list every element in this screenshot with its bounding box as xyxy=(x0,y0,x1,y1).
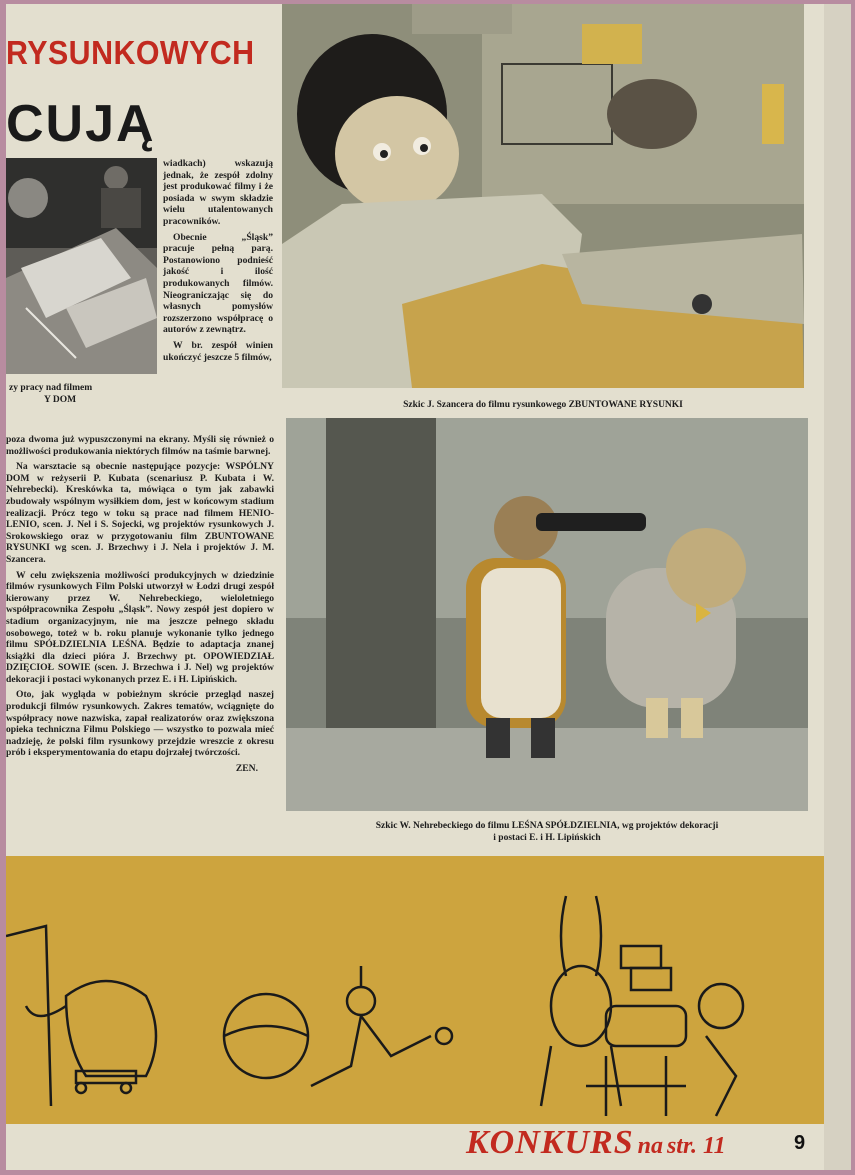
article-paragraph: wiadkach) wskazują jednak, że zespół zdolny jest produkować filmy i że posiada w swym składzie wielu utalentowanych pracowników. xyxy=(163,158,273,227)
konkurs-word: KONKURS xyxy=(466,1124,634,1161)
magazine-page xyxy=(6,4,824,1170)
illustration-2-caption-line-1: Szkic W. Nehrebeckiego do filmu LEŚNA SPÓŁDZIELNIA, wg projektów dekoracji xyxy=(375,821,719,831)
illustration-1-caption: Szkic J. Szancera do filmu rysunkowego ZBUNTOWANE RYSUNKI xyxy=(403,400,683,410)
toy-drawings-band xyxy=(6,856,824,1124)
illustration-2-caption-line-2: i postaci E. i H. Lipińskich xyxy=(493,833,601,843)
photo-caption xyxy=(6,382,166,406)
article-paragraph: Obecnie „Śląsk” pracuje pełną parą. Postanowiono podnieść jakość i ilość produkowanych filmów. Nieograniczając się do własnych pomysłów rozszerzono współpracę o autorów z zewnątrz. xyxy=(163,231,273,336)
illustration-boy-in-bed xyxy=(282,4,804,388)
article-paragraph: Na warsztacie są obecnie następujące pozycje: WSPÓLNY DOM w reżyserii P. Kubata (scenariusz P. Kubata i W. Nehrebecki). Kreskówka ta, mówiąca o tym jak zabawki zbudowały wspólnym wysiłkiem dom, jest w końcowym stadium realizacji. Prócz tego w toku są prace nad filmem HENIO-LENIO, scen. J. Nel i S. Sojecki, wg projektów rysunkowych J. Srokowskiego oraz w przygotowaniu film ZBUNTOWANE RYSUNKI wg scen. J. Brzechwy i J. Nela i projektów J. M. Szancera. xyxy=(6,461,274,565)
studio-photo xyxy=(6,158,157,374)
studio-photo-image xyxy=(6,158,157,374)
article-paragraph: Oto, jak wygląda w pobieżnym skrócie przegląd naszej produkcji filmów rysunkowych. Zakres tematów, wciągnięte do współpracy nowe nazwiska, zapał realizatorów oraz zwiększona opieka techniczna Filmu Polskiego — wszystko to pozwala mieć nadzieję, że polski film rysunkowy przejdzie wreszcie z okresu prób i eksperymentowania do etapu dojrzałej twórczości. xyxy=(6,689,274,759)
article-column-narrow xyxy=(163,158,273,367)
photo-caption-line-2: Y DOM xyxy=(44,395,77,405)
photo-caption-line-1: zy pracy nad filmem xyxy=(9,383,93,393)
illustration-boy-in-bed-art xyxy=(282,4,804,388)
page-number: 9 xyxy=(794,1132,806,1154)
konkurs-page-ref: str. 11 xyxy=(666,1133,726,1159)
konkurs-na: na xyxy=(637,1133,663,1159)
article-column-wide xyxy=(6,434,274,775)
illustration-2-caption xyxy=(286,820,808,844)
article-paragraph: W celu zwiększenia możliwości produkcyjnych w dziedzinie filmów rysunkowych Film Polski utworzył w Łodzi drugi zespół kierowany przez W. Nehrebeckiego, wieloletniego współpracownika Zespołu „Śląsk”. Nowy zespół jest dopiero w stadium organizacyjnym, nie ma jeszcze pełnego składu osobowego, toteż w b. roku planuje wykonanie tylko jednego filmu SPÓŁDZIELNIA LEŚNA. Będzie to adaptacja znanej książki dla dzieci pióra J. Brzechwy pt. OPOWIEDZIAŁ DZIĘCIOŁ SOWIE (scen. J. Brzechwa i J. Nel) wg projektów dekoracji i postaci wykonanych przez E. i H. Lipińskich. xyxy=(6,569,274,685)
article-paragraph: W br. zespół winien ukończyć jeszcze 5 filmów, xyxy=(163,339,273,363)
page-edge xyxy=(824,4,851,1170)
headline-line-1: RYSUNKOWYCH xyxy=(6,34,255,71)
konkurs-banner xyxy=(466,1124,786,1164)
illustration-cats-with-telescope xyxy=(286,418,808,811)
article-paragraph: poza dwoma już wypuszczonymi na ekrany. Myśli się również o możliwości produkowania niektórych filmów na taśmie barwnej. xyxy=(6,434,274,457)
illustration-cats-art xyxy=(286,418,808,811)
article-signature: ZEN. xyxy=(235,763,258,775)
toy-drawings-art xyxy=(6,856,824,1124)
headline-line-2: CUJĄ xyxy=(6,95,156,153)
